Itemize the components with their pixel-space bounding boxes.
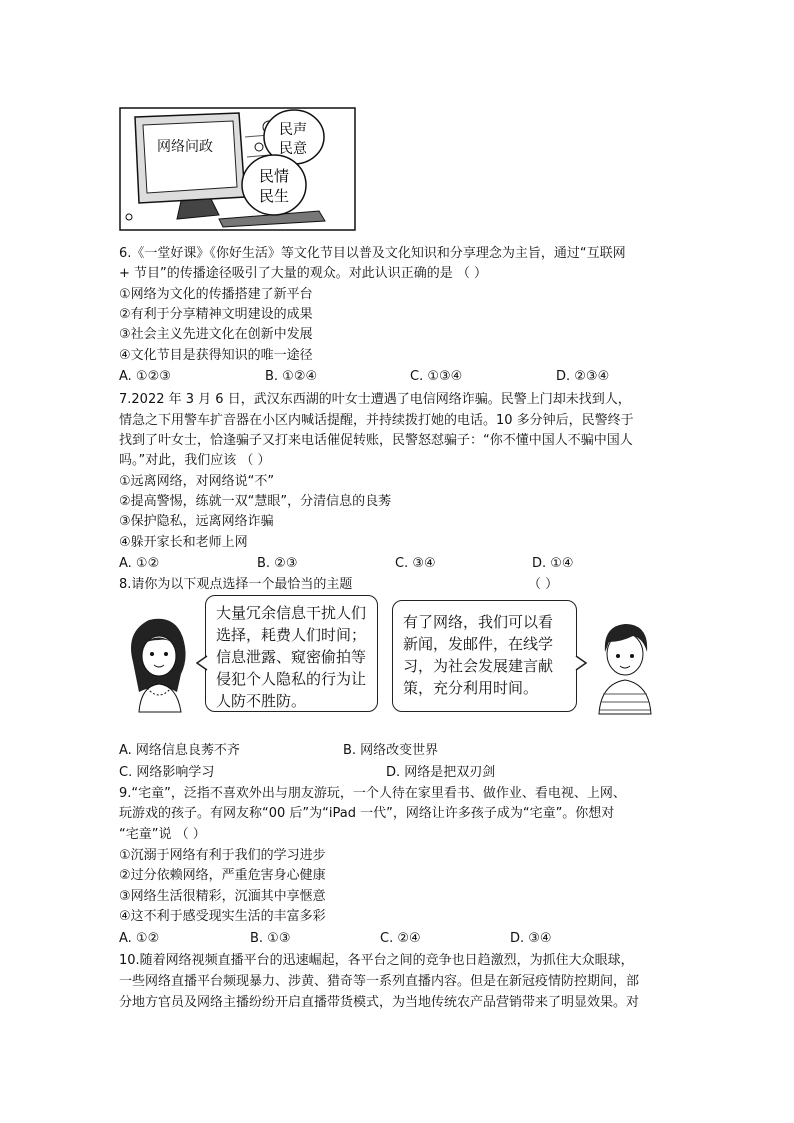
- q10-stem-line: 10.随着网络视频直播平台的迅速崛起，各平台之间的竞争也日趋激烈，为抓住大众眼球，: [119, 953, 634, 968]
- q8-option-c[interactable]: C. 网络影响学习: [119, 765, 215, 780]
- right-bubble-line: 习，为社会发展建言献: [403, 657, 554, 675]
- bubble1-line1: 民声: [279, 122, 307, 138]
- q7-option-a[interactable]: A. ①②: [119, 556, 160, 571]
- q6-option-c[interactable]: C. ①③④: [410, 369, 463, 384]
- q7-stem-line: 7.2022 年 3 月 6 日，武汉东西湖的叶女士遭遇了电信网络诈骗。民警上门却未找到人，: [119, 392, 631, 407]
- q6-statement: ④文化节目是获得知识的唯一途径: [119, 348, 313, 363]
- right-bubble-line: 策，充分利用时间。: [403, 679, 539, 697]
- q8-option-b[interactable]: B. 网络改变世界: [343, 743, 439, 758]
- boy-illustration: [585, 612, 665, 717]
- q6-option-b[interactable]: B. ①②④: [265, 369, 318, 384]
- right-speech-bubble: [392, 600, 577, 712]
- q10-stem-line: 分地方官员及网络主播纷纷开启直播带货模式，为当地传统农产品营销带来了明显效果。对: [119, 995, 640, 1010]
- q9-statement: ②过分依赖网络，严重危害身心健康: [119, 868, 326, 883]
- q9-option-c[interactable]: C. ②④: [380, 931, 421, 946]
- q9-option-d[interactable]: D. ③④: [510, 931, 552, 946]
- right-bubble-line: 有了网络，我们可以看: [403, 613, 554, 631]
- q7-stem-line: 情急之下用警车扩音器在小区内喊话提醒，并持续拨打她的电话。10 多分钟后，民警终于: [119, 413, 634, 428]
- q9-stem-line: 9.“宅童”，泛指不喜欢外出与朋友游玩，一个人待在家里看书、做作业、看电视、上网、: [119, 786, 626, 801]
- q8-answer-paren: （ ）: [528, 577, 559, 592]
- q6-stem-line: + 节目”的传播途径吸引了大量的观众。对此认识正确的是 （ ）: [119, 266, 488, 281]
- q9-stem-line: 玩游戏的孩子。有网友称“00 后”为“iPad 一代”，网络让许多孩子成为“宅童”。你想对: [119, 806, 615, 821]
- q7-statement: ②提高警惕，练就一双“慧眼”，分清信息的良莠: [119, 494, 392, 509]
- left-bubble-line: 信息泄露、窥密偷拍等: [216, 648, 367, 666]
- q8-option-a[interactable]: A. 网络信息良莠不齐: [119, 743, 240, 758]
- q9-statement: ④这不利于感受现实生活的丰富多彩: [119, 909, 326, 924]
- q6-option-d[interactable]: D. ②③④: [556, 369, 610, 384]
- bubble1-line2: 民意: [279, 141, 307, 157]
- q7-statement: ④躲开家长和老师上网: [119, 535, 248, 550]
- bubble2-line1: 民情: [259, 167, 290, 185]
- left-bubble-line: 人防不胜防。: [216, 692, 307, 710]
- left-bubble-line: 侵犯个人隐私的行为让: [216, 670, 367, 688]
- girl-illustration: [119, 612, 199, 717]
- q6-stem-line: 6.《一堂好课》《你好生活》等文化节目以普及文化知识和分享理念为主旨，通过“互联网: [119, 246, 626, 261]
- q6-statement: ③社会主义先进文化在创新中发展: [119, 327, 313, 342]
- monitor-text: 网络问政: [157, 139, 213, 155]
- q9-stem-line: “宅童”说 （ ）: [119, 827, 206, 842]
- left-speech-bubble: [205, 595, 378, 712]
- q6-statement: ①网络为文化的传播搭建了新平台: [119, 287, 313, 302]
- q7-statement: ③保护隐私，远离网络诈骗: [119, 514, 274, 529]
- q9-option-b[interactable]: B. ①③: [250, 931, 291, 946]
- q10-stem-line: 一些网络直播平台频现暴力、涉黄、猎奇等一系列直播内容。但是在新冠疫情防控期间，部: [119, 974, 640, 989]
- left-bubble-line: 选择，耗费人们时间；: [216, 626, 367, 644]
- q6-statement: ②有利于分享精神文明建设的成果: [119, 307, 313, 322]
- cartoon-svg: [119, 107, 356, 231]
- right-bubble-line: 新闻，发邮件，在线学: [403, 635, 554, 653]
- bubble2-line2: 民生: [259, 187, 290, 205]
- q7-stem-line: 吗。”对此，我们应该 （ ）: [119, 453, 271, 468]
- q6-option-a[interactable]: A. ①②③: [119, 369, 171, 384]
- q9-statement: ③网络生活很精彩，沉湎其中享惬意: [119, 889, 326, 904]
- q7-option-c[interactable]: C. ③④: [395, 556, 436, 571]
- q8-option-d[interactable]: D. 网络是把双刃剑: [386, 765, 496, 780]
- q7-statement: ①远离网络，对网络说“不”: [119, 474, 275, 489]
- q7-option-b[interactable]: B. ②③: [257, 556, 298, 571]
- q9-statement: ①沉溺于网络有利于我们的学习进步: [119, 848, 326, 863]
- q7-option-d[interactable]: D. ①④: [532, 556, 574, 571]
- left-bubble-line: 大量冗余信息干扰人们: [216, 604, 367, 622]
- q8-stem: 8.请你为以下观点选择一个最恰当的主题: [119, 577, 353, 592]
- q9-option-a[interactable]: A. ①②: [119, 931, 160, 946]
- cartoon-illustration: [119, 107, 356, 231]
- left-bubble-tail: [196, 655, 208, 671]
- q7-stem-line: 找到了叶女士，恰逢骗子又打来电话催促转账，民警怒怼骗子：“你不懂中国人不骗中国人: [119, 433, 633, 448]
